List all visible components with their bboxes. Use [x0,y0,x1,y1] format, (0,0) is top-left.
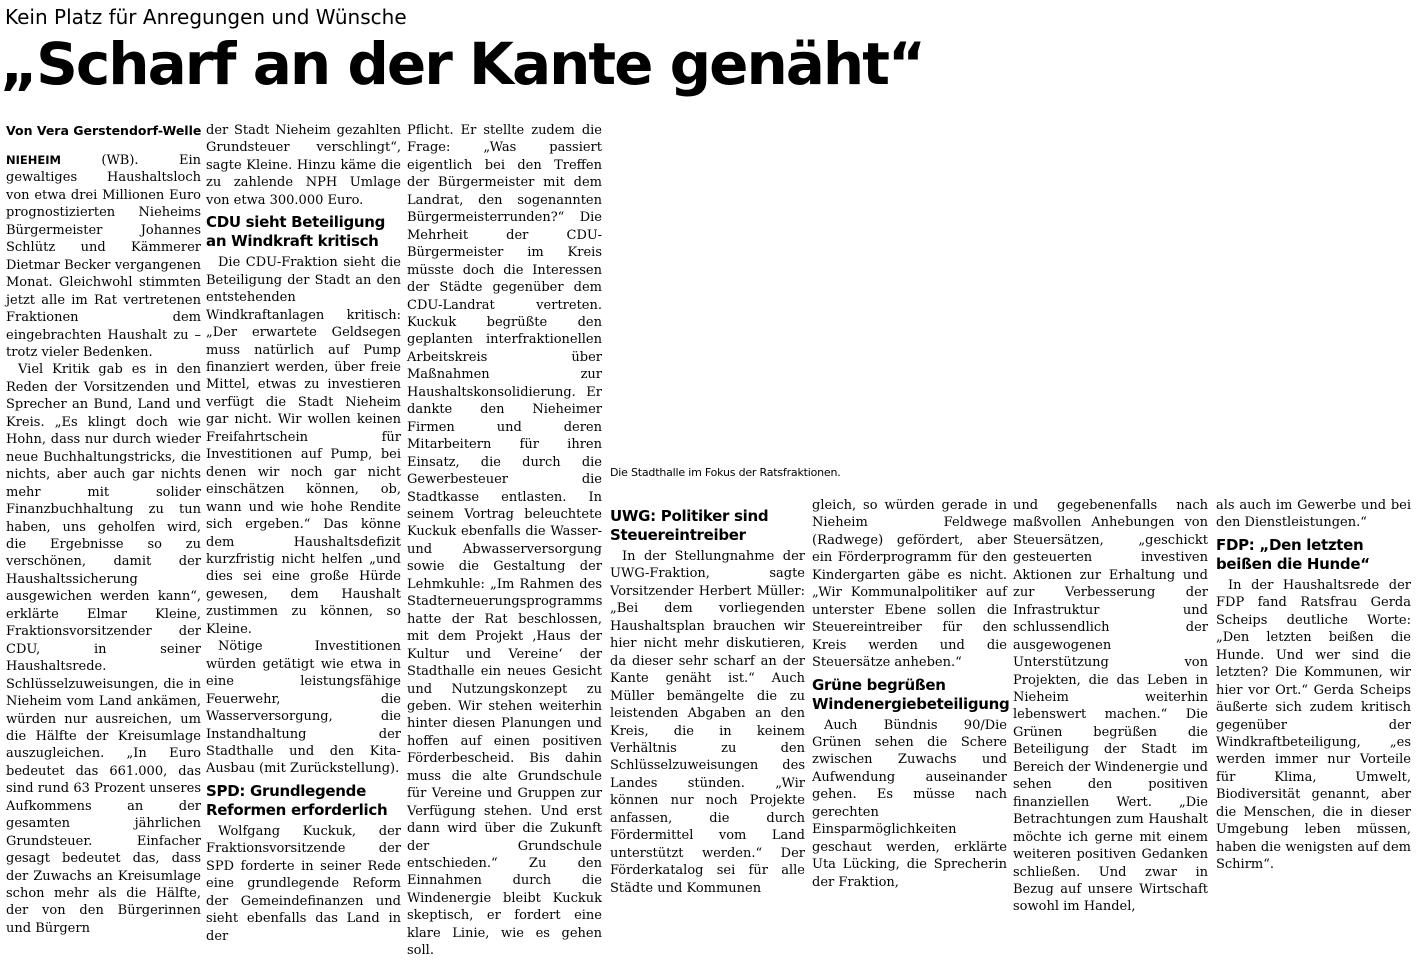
column-1 [6,122,202,936]
subheading-uwg: UWG: Politiker sind Steuereintreiber [610,507,769,544]
paragraph [6,152,201,361]
byline: Von Vera Gerstendorf-Welle [6,123,202,138]
dateline: NIEHEIM [6,153,61,167]
column-4 [610,503,805,896]
paragraph: Pflicht. Er stellte zudem die Frage: „Was passiert eigentlich bei den Treffen der Bürgermeister mit dem Landrat, den sogenannten Bürgermeisterrunden?“ Die Mehrheit der CDU-Bürgermeister im Kreis müsste doch die Interessen der Städte gegenüber dem CDU-Landrat vertreten. Kuckuk begrüßte den geplanten interfraktionellen Arbeitskreis über Maßnahmen zur Haushaltskonsolidierung. Er dankte den Nieheimer Firmen und deren Mitarbeitern für ihren Einsatz, die durch die Gewerbesteuer die Stadtkasse entlasten. In seinem Vortrag beleuchtete Kuckuk ebenfalls die Wasser- und Abwasserversorgung sowie die Gestaltung der Lehmkuhle: „Im Rahmen des Stadterneuerungsprogramms hatte der Rat beschlossen, mit dem Projekt ‚Haus der Kultur und Vereine‘ der Stadthalle ein neues Gesicht und Nutzungskonzept zu geben. Wir stehen weiterhin hinter diesen Planungen und hoffen auf einen positiven Förderbescheid. Bis dahin muss die alte Grundschule für Vereine und Gruppen zur Verfügung stehen. Und erst dann wird über die Zukunft der Grundschule entschieden.“ Zu den Einnahmen durch die Windenergie bleibt Kuckuk skeptisch, er fordert eine klare Linie, wie es gehen soll. [407,123,603,959]
paragraph: Die CDU-Fraktion sieht die Beteiligung der Stadt an den entstehenden Windkraftanlagen kritisch: „Der erwartete Geldsegen muss natürlich auf Pump finanziert werden, über freie Mittel, etwas zu investieren verfügt die Stadt Nieheim gar nicht. Wir wollen keinen Freifahrtschein für Investitionen auf Pump, bei denen wir noch gar nicht einschätzen können, ob, wann und wie hohe Rendite sich ergeben.“ Das könne dem Haushaltsdefizit kurzfristig nicht helfen „und dies sei eine große Hürde gewesen, dem Haushalt zustimmen zu können, so Kleine. [206,255,401,637]
subheading-spd: SPD: Grundlegende Reformen erforderlich [206,781,388,819]
paragraph: In der Haushaltsrede der FDP fand Ratsfrau Gerda Scheips deutliche Worte: „Den letzten beißen die Hunde. Und wer sind die letzten? Die Kommunen, wir hier vor Ort.“ Gerda Scheips äußerte sich zudem kritisch gegenüber der Windkraftbeteiligung, „es werden immer nur Vorteile für Klima, Umwelt, Biodiversität genannt, aber die Menschen, die in dieser Umgebung leben müssen, haben die wenigsten auf dem Schirm“. [1216,577,1411,873]
paragraph: Viel Kritik gab es in den Reden der Vorsitzenden und Sprecher an Bund, Land und Kreis. „Es klingt doch wie Hohn, dass nur durch wieder neue Buchhaltungstricks, die nichts, aber auch gar nichts mehr mit solider Finanzbuchhaltung zu tun haben, uns geholfen wird, die Ergebnisse so zu verschönen, damit der Haushaltssicherung ausgewichen werden kann“, erklärte Elmar Kleine, Fraktionsvorsitzender der CDU, in seiner Haushaltsrede. Schlüsselzuweisungen, die in Nieheim vom Land ankämen, würden nur ausreichen, um die Hälfte der Kreisumlage auszugleichen. „In Euro bedeutet das 661.000, das sind rund 63 Prozent unseres Aufkommens an der gesamten jährlichen Grundsteuer. Einfacher gesagt bedeutet das, dass der Zuwachs an Kreisumlage schon mehr als die Hälfte, der von den Bürgerinnen und Bürgern [6,362,201,936]
column-5 [812,497,1010,890]
paragraph: und gegebenenfalls nach maßvollen Anhebungen von Steuersätzen, „geschickt gesteuerten investiven Aktionen zur Erhaltung und zur Verbesserung der Infrastruktur und schlussendlich der ausgewogenen Unterstützung von Projekten, die das Leben in Nieheim weiterhin lebenswert machen.“ Die Grünen begrüßen die Beteiligung der Stadt im Bereich der Windenergie und sehen den positiven finanziellen Wert. „Die Betrachtungen zum Haushalt möchte ich gerne mit einem weiteren positiven Gedanken schließen. Und zwar in Bezug auf unsere Wirtschaft sowohl im Handel, [1013,498,1208,915]
column-7 [1216,497,1411,873]
paragraph: Auch Bündnis 90/Die Grünen sehen die Schere zwischen Zuwachs und Aufwendung auseinander gehen. Es müsse nach gerechten Einsparmöglichkeiten geschaut werden, erklärte Uta Lücking, die Sprecherin der Fraktion, [812,717,1007,890]
paragraph: Wolfgang Kuckuk, der Fraktionsvorsitzende der SPD forderte in seiner Rede eine grundlegende Reform der Gemeindefinanzen und sieht ebenfalls das Land in der [206,823,401,944]
photo-caption: Die Stadthalle im Fokus der Ratsfraktionen. [610,466,841,479]
paragraph: der Stadt Nieheim gezahlten Grundsteuer verschlingt“, sagte Kleine. Hinzu käme die zu zahlende NPH Umlage von etwa 300.000 Euro. [206,123,401,208]
subheading-cdu: CDU sieht Beteiligung an Windkraft kritisch [206,213,386,251]
paragraph: als auch im Gewerbe und bei den Dienstleistungen.“ [1216,498,1411,531]
column-2 [206,122,401,944]
article-headline: „Scharf an der Kante genäht“ [0,30,925,98]
paragraph: Nötige Investitionen würden getätigt wie etwa in eine leistungsfähige Feuerwehr, die Wasserversorgung, die Instandhaltung der Stadthalle und den Kita-Ausbau (mit Zurückstellung). [206,639,401,777]
subheading-fdp: FDP: „Den letzten beißen die Hunde“ [1216,535,1370,573]
photo-placeholder [610,122,1410,460]
paragraph: gleich, so würden gerade in Nieheim Feldwege (Radwege) gefördert, aber ein Förderprogramm für den Kindergarten gäbe es nicht. „Wir Kommunalpolitiker auf unterster Ebene sollen die Steuereintreiber für den Kreis werden und die Steuersätze anheben.“ [812,498,1007,671]
paragraph-text: (WB). Ein gewaltiges Haushaltsloch von etwa drei Millionen Euro prognostizierten Nieheims Bürgermeister Johannes Schlütz und Kämmerer Dietmar Becker vergangenen Monat. Gleichwohl stimmten jetzt alle im Rat vertretenen Fraktionen dem eingebrachten Haushalt zu – trotz vieler Bedenken. [6,153,201,360]
column-3 [407,122,603,959]
paragraph: In der Stellungnahme der UWG-Fraktion, sagte Vorsitzender Herbert Müller: „Bei dem vorliegenden Haushaltsplan brauchen wir hier nicht mehr diskutieren, da dieser sehr scharf an der Kante genäht ist.“ Auch Müller bemängelte die zu leistenden Abgaben an den Kreis, die in keinem Verhältnis zu den Schlüsselzuweisungen des Landes stünden. „Wir können nur noch Projekte anfassen, die durch Fördermittel vom Land unterstützt werden.“ Der Förderkatalog sei für alle Städte und Kommunen [610,549,805,896]
column-6 [1013,497,1208,915]
subheading-gruene: Grüne begrüßen Windenergiebeteiligung [812,675,1010,713]
article-kicker: Kein Platz für Anregungen und Wünsche [5,5,407,29]
